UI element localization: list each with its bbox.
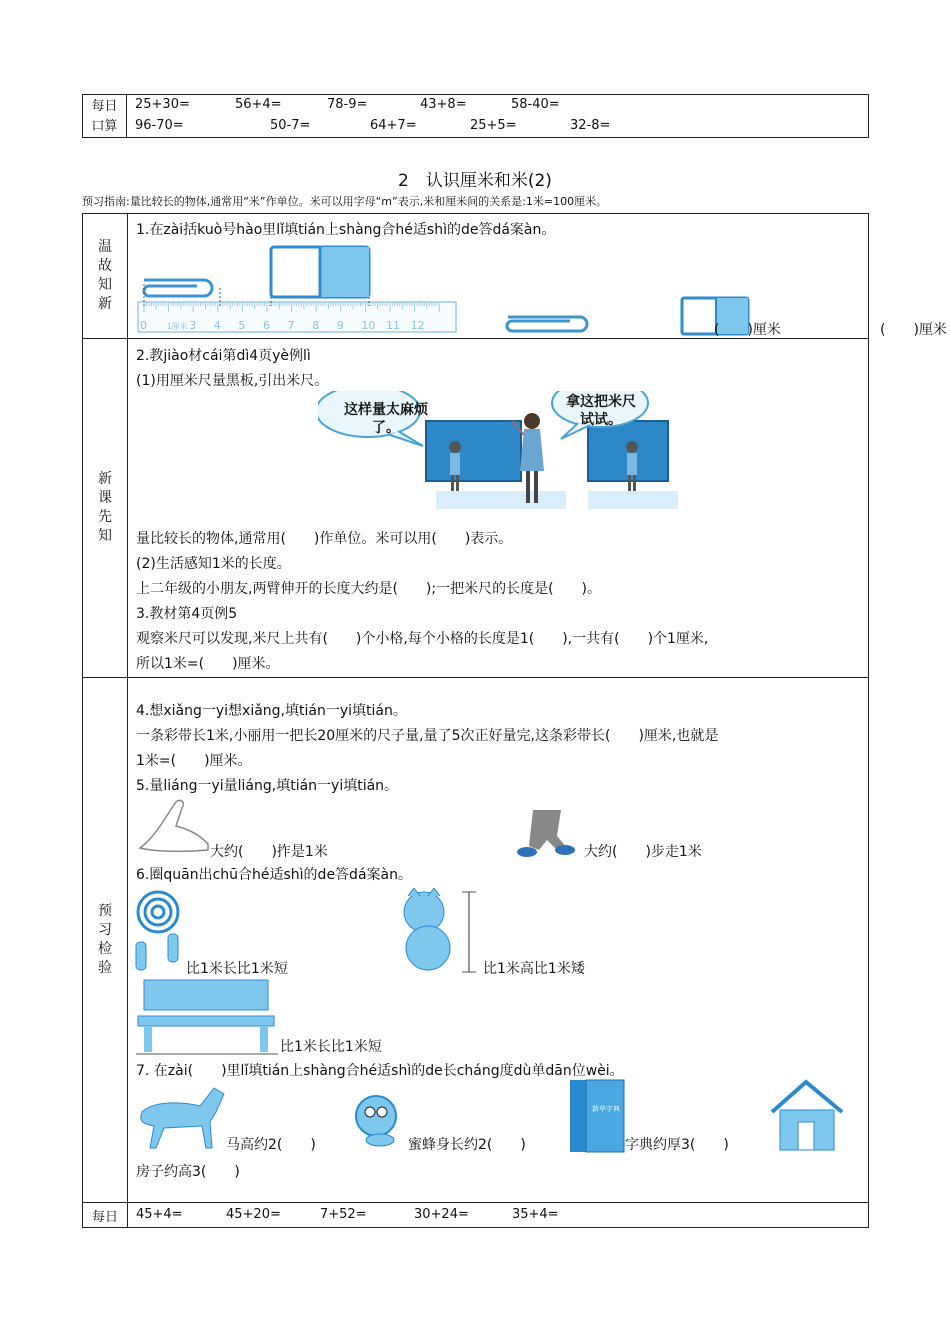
- daily-item: 45+20=: [226, 1207, 281, 1222]
- oral-item: 78-9=: [327, 97, 368, 112]
- ruler-tick-label: 6: [263, 319, 270, 332]
- ruler-tick-label: 12: [410, 319, 425, 332]
- bench-icon: [134, 976, 284, 1056]
- blank-line-1[interactable]: 量比较长的物体,通常用( )作单位。米可以用( )表示。: [136, 531, 513, 547]
- small-clip-icon: [507, 317, 587, 331]
- section-review-label: 温故知新: [98, 239, 112, 312]
- p1-text: (1)用厘米尺量黑板,引出米尺。: [136, 373, 329, 389]
- p2-text: (2)生活感知1米的长度。: [136, 556, 291, 572]
- q4-line-1[interactable]: 一条彩带长1米,小丽用一把长20厘米的尺子量,量了5次正好量完,这条彩带长( )厘米,也就是: [136, 728, 719, 744]
- blank-line-2[interactable]: 上二年级的小朋友,两臂伸开的长度大约是( );一把米尺的长度是( )。: [136, 581, 602, 597]
- oral-item: 43+8=: [420, 97, 467, 112]
- oral-item: 96-70=: [135, 118, 184, 133]
- daily-label: 每日: [83, 1203, 128, 1228]
- top-oral-table: [82, 94, 869, 138]
- blackboard-left: [426, 421, 521, 481]
- bubble-left-text: 这样量太麻烦了。: [344, 402, 428, 436]
- q5-text: 5.量liáng一yi量liáng,填tián一yi填tián。: [136, 778, 399, 794]
- q6-text: 6.圈quān出chū合hé适shì的de答dá案àn。: [136, 867, 412, 883]
- ruler-tick-label: 8: [312, 319, 320, 332]
- blank-line-4[interactable]: 所以1米=( )厘米。: [136, 656, 280, 672]
- q7-house-blank[interactable]: 房子约高3( ): [136, 1164, 240, 1180]
- daily-item: 45+4=: [136, 1207, 183, 1222]
- cat-icon: [394, 888, 484, 978]
- q6-bench-options[interactable]: 比1米长比1米短: [280, 1039, 382, 1055]
- oral-item: 58-40=: [511, 97, 560, 112]
- dictionary-cover-text: 新华字典: [592, 1105, 620, 1113]
- q7-text: 7. 在zài( )里lǐ填tián上shàng合hé适shì的de长cháng度dù单dān位wèi。: [136, 1063, 624, 1079]
- house-icon: [768, 1078, 848, 1153]
- ruler-tick-label: 1厘米: [166, 322, 188, 331]
- q7-dict-blank[interactable]: 字典约厚3( ): [625, 1137, 729, 1153]
- bee-icon: [350, 1090, 410, 1150]
- oral-item: 25+30=: [135, 97, 190, 112]
- q7-bee-blank[interactable]: 蜜蜂身长约2( ): [408, 1137, 526, 1153]
- page-title: 2 认识厘米和米(2): [398, 171, 552, 191]
- section-new-label: 新课先知: [98, 471, 112, 544]
- daily-item: 30+24=: [414, 1207, 469, 1222]
- q5-step-blank[interactable]: 大约( )步走1米: [584, 844, 702, 860]
- guide-text: 预习指南:量比较长的物体,通常用“米”作单位。米可以用字母“m”表示,米和厘米间的关系是:1米=100厘米。: [82, 195, 608, 208]
- q4-text: 4.想xiǎng一yi想xiǎng,填tián一yi填tián。: [136, 703, 407, 719]
- jump-rope-icon: [134, 884, 194, 974]
- q5-hand-blank[interactable]: 大约( )拃是1米: [210, 844, 328, 860]
- daily-item: 7+52=: [320, 1207, 367, 1222]
- ruler-tick-label: 3: [189, 319, 197, 332]
- oral-label: 每日口算: [91, 99, 118, 134]
- walking-legs-icon: [513, 808, 583, 858]
- section-check-label: 预习检验: [98, 903, 112, 976]
- q1-text: 1.在zài括kuò号hào里lǐ填tián上shàng合hé适shì的de答dá案àn。: [136, 222, 556, 238]
- blank-eraser[interactable]: ( )厘米: [880, 322, 947, 338]
- main-table: [82, 213, 947, 1228]
- q6-rope-options[interactable]: 比1米长比1米短: [186, 961, 288, 977]
- oral-item: 25+5=: [470, 118, 517, 133]
- ruler-tick-label: 4: [213, 319, 221, 332]
- ruler-tick-label: 7: [287, 319, 295, 332]
- ruler-tick-label: 11: [386, 319, 400, 332]
- ruler-tick-label: 0: [140, 319, 147, 332]
- q7-horse-blank[interactable]: 马高约2( ): [226, 1137, 316, 1153]
- oral-item: 64+7=: [370, 118, 417, 133]
- daily-item: 35+4=: [512, 1207, 559, 1222]
- oral-item: 50-7=: [270, 118, 311, 133]
- dictionary-icon: [568, 1076, 628, 1156]
- horse-icon: [134, 1082, 229, 1152]
- paper-clip-icon: [144, 280, 212, 296]
- oral-item: 56+4=: [235, 97, 282, 112]
- ruler-tick-label: 9: [336, 319, 344, 332]
- q3-text: 3.教材第4页例5: [136, 606, 238, 622]
- eraser-icon: [271, 247, 369, 297]
- blank-clip[interactable]: ( )厘米: [714, 322, 781, 338]
- bubble-right-text: 拿这把米尺试试。: [566, 394, 636, 428]
- ruler-tick-label: 5: [238, 319, 246, 332]
- q2-text: 2.教jiào材cái第dì4页yè例lì: [136, 348, 311, 364]
- oral-item: 32-8=: [570, 118, 611, 133]
- blank-line-3[interactable]: 观察米尺可以发现,米尺上共有( )个小格,每个小格的长度是1( ),一共有( )个1厘米,: [136, 631, 709, 647]
- q4-line-2[interactable]: 1米=( )厘米。: [136, 753, 252, 769]
- ruler-tick-label: 10: [361, 319, 376, 332]
- hand-span-icon: [136, 796, 216, 856]
- q6-cat-options[interactable]: 比1米高比1米矮: [483, 961, 585, 977]
